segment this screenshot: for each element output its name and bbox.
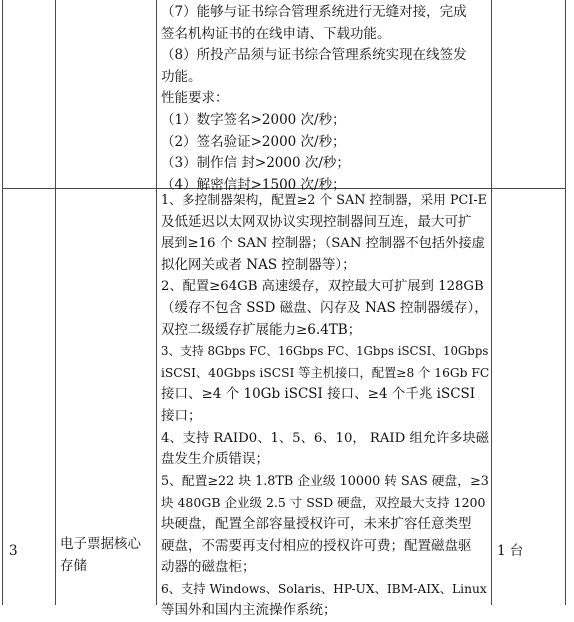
description-line: （2）签名验证>2000 次/秒； xyxy=(161,133,346,150)
description-line: 拟化网关或者 NAS 控制器等）； xyxy=(161,256,356,273)
table-border-left xyxy=(2,0,3,605)
item-name-line: 电子票据核心 xyxy=(60,536,141,552)
description-line: 签名机构证书的在线申请、下载功能。 xyxy=(161,25,391,42)
description-line: （7）能够与证书综合管理系统进行无缝对接，完成 xyxy=(161,4,467,20)
description-line: （4）解密信封>1500 次/秒； xyxy=(161,176,346,193)
row-index: 3 xyxy=(9,543,18,559)
description-line: 双控二级缓存扩展能力≥6.4TB； xyxy=(161,321,362,338)
description-line: 及低延迟以太网双协议实现控制器间互连，最大可扩 xyxy=(161,213,472,230)
description-line: 性能要求： xyxy=(161,90,229,107)
table-border-right xyxy=(565,0,566,605)
description-line: 1、多控制器架构，配置≥2 个 SAN 控制器，采用 PCI-E xyxy=(161,193,487,208)
description-line: 5、配置≥22 块 1.8TB 企业级 10000 转 SAS 硬盘，≥3 xyxy=(161,473,489,489)
description-line: 块硬盘，配置全部容量授权许可，未来扩容任意类型 xyxy=(161,515,472,532)
item-name xyxy=(60,534,141,577)
description-line: 盘发生介质错误； xyxy=(161,451,269,468)
description-line: 等国外和国内主流操作系统； xyxy=(161,602,337,619)
description-line: （8）所投产品须与证书综合管理系统实现在线签发 xyxy=(161,47,467,64)
description-line: （缓存不包含 SSD 磁盘、闪存及 NAS 控制器缓存）， xyxy=(161,299,488,316)
description-line: （3）制作信 封>2000 次/秒； xyxy=(161,155,350,172)
description-line: （1）数字签名>2000 次/秒； xyxy=(161,111,346,128)
item-name-line: 存储 xyxy=(60,557,87,574)
description-line: 6、支持 Windows、Solaris、HP-UX、IBM-AIX、Linux xyxy=(161,581,487,596)
description-line: 块 480GB 企业级 2.5 寸 SSD 硬盘，双控最大支持 1200 xyxy=(161,495,486,511)
description-line: 硬盘，不需要再支付相应的授权许可费；配置磁盘驱 xyxy=(161,537,472,554)
description-line: 4、支持 RAID0、1、5、6、10， RAID 组允许多块磁 xyxy=(161,430,489,446)
description-line: 2、配置≥64GB 高速缓存，双控最大可扩展到 128GB xyxy=(161,279,484,295)
table-border-col3 xyxy=(491,0,492,605)
description-line: iSCSI、40Gbps iSCSI 等主机接口，配置≥8 个 16Gb FC xyxy=(161,365,490,380)
item-quantity: 1 台 xyxy=(497,543,524,559)
item-description xyxy=(161,190,488,622)
description-line: 接口、≥4 个 10Gb iSCSI 接口、≥4 个千兆 iSCSI xyxy=(161,386,476,403)
description-line: 动器的磁盘柜； xyxy=(161,559,256,576)
table-border-col2 xyxy=(156,0,157,605)
description-line: 接口； xyxy=(161,407,202,424)
description-line: 展到≥16 个 SAN 控制器；（SAN 控制器不包括外接虚 xyxy=(161,236,485,252)
description-line: 3、支持 8Gbps FC、16Gbps FC、1Gbps iSCSI、10Gbps xyxy=(161,344,489,359)
description-line: 功能。 xyxy=(161,68,202,85)
prev-row-description xyxy=(161,2,488,196)
table-border-col1 xyxy=(55,0,56,605)
